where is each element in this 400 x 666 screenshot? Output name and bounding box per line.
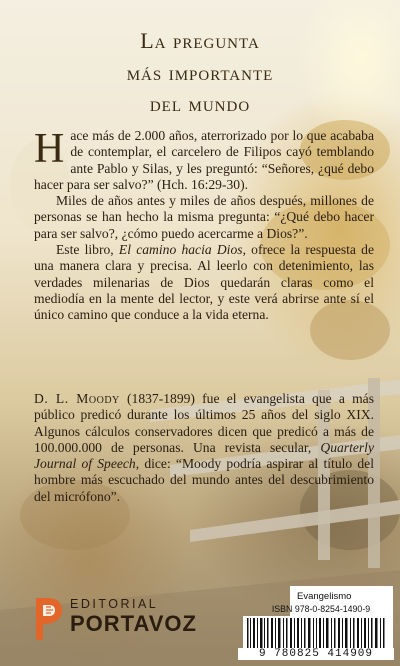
cover-title-line-1: La pregunta <box>140 28 260 53</box>
author-name: D. L. Moody <box>34 391 120 406</box>
dropcap-letter: H <box>34 126 65 172</box>
author-bio <box>34 391 374 505</box>
book-title-italic: El camino hacia Dios <box>118 242 243 258</box>
cover-title-line-2: más importante <box>126 60 274 85</box>
author-bio-after: , dice: “Moody podría aspirar al título del hombre más escuchado del mundo antes del descubrimiento del micrófono”. <box>34 456 374 504</box>
magazine-title-italic: Quarterly Journal of Speech <box>34 439 374 472</box>
paragraph-3-after: , ofrece la respuesta de una manera clara y precisa. Al leerlo con detenimiento, las verdades milenarias de Dios quedarán claras como el mediodía en la mente del lector, y este verá abrirse ante sí el único camino que conduce a la vida eterna. <box>34 242 374 323</box>
category-label: Evangelismo <box>297 591 352 602</box>
publisher-name-line-2: PORTAVOZ <box>70 611 197 636</box>
author-bio-paragraph <box>34 391 374 505</box>
barcode-icon <box>243 616 391 652</box>
publisher-logo-icon <box>34 594 64 642</box>
paragraph-3-before: Este libro, <box>56 242 119 258</box>
synopsis-block <box>34 128 374 324</box>
synopsis-paragraph-3 <box>34 242 374 323</box>
synopsis-paragraph-1 <box>34 128 374 193</box>
synopsis-paragraph-1-text: ace más de 2.000 años, aterrorizado por lo que acababa de contemplar, el carcelero de Filipos cayó temblando ante Pablo y Silas, y les preguntó: “Señores, ¿qué debo hacer para ser salvo?” (Hch. 16:29-30). <box>34 128 374 192</box>
cover-title-line-3: del mundo <box>149 91 251 116</box>
isbn-text: ISBN 978-0-8254-1490-9 <box>271 604 371 614</box>
barcode-digits: 9 780825 414909 <box>238 648 394 660</box>
synopsis-paragraph-2: Miles de años antes y miles de años después, millones de personas se han hecho la misma pregunta: “¿Qué debo hacer para ser salvo?, ¿cómo puedo acercarme a Dios?”. <box>34 193 374 241</box>
author-bio-before: (1837-1899) fue el evangelista que a más público predicó durante los últimos 25 años del siglo XIX. Algunos cálculos conservadores dicen que predicó a más de 100.000.000 de personas. Una revista secular, <box>34 391 374 455</box>
publisher-name-line-1: EDITORIAL <box>70 597 159 611</box>
